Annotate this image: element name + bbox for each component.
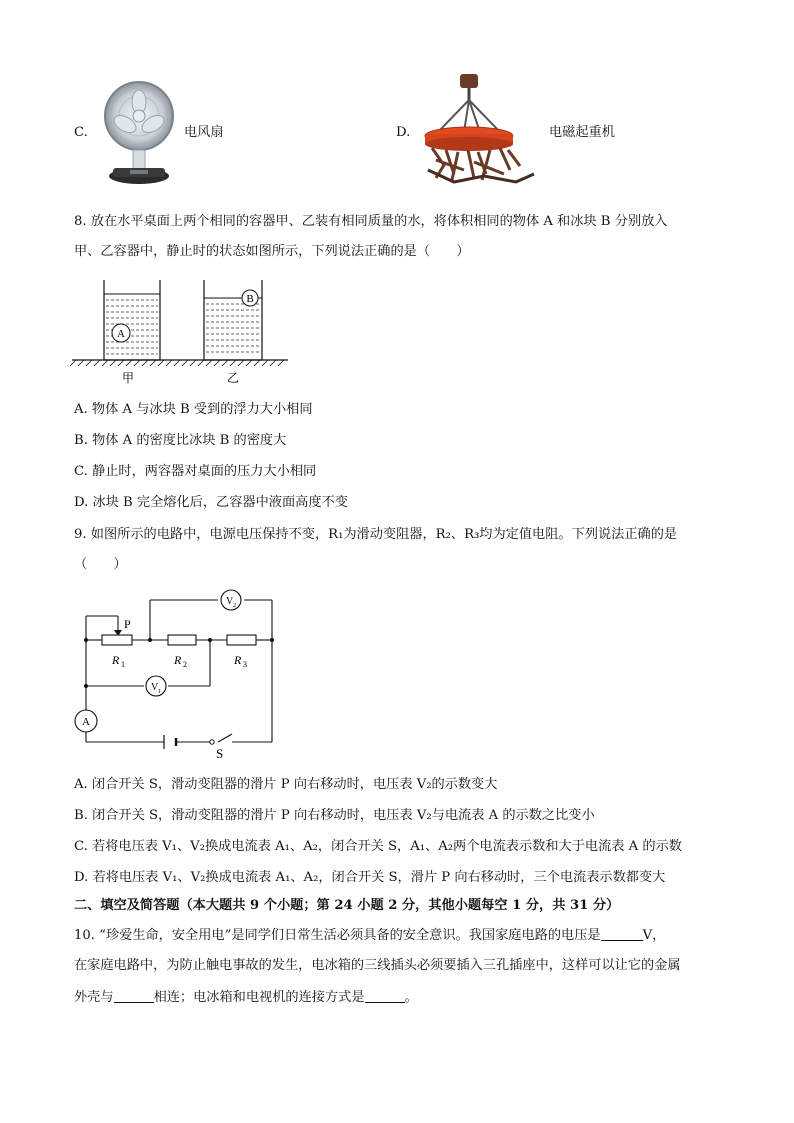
- label-v2: V: [226, 596, 234, 607]
- q9-option-a: A. 闭合开关 S，滑动变阻器的滑片 P 向右移动时，电压表 V₂的示数变大: [74, 777, 498, 792]
- electric-fan-image: [98, 80, 180, 188]
- label-v1-sub: 1: [158, 689, 161, 695]
- q10-line3-text-a: 外壳与: [74, 990, 114, 1005]
- label-r1-sub: 1: [121, 660, 125, 669]
- label-r3-sub: 3: [243, 660, 247, 669]
- q9-option-b: B. 闭合开关 S，滑动变阻器的滑片 P 向右移动时，电压表 V₂与电流表 A 的示数之比变小: [74, 808, 595, 823]
- blank-voltage[interactable]: [601, 926, 643, 941]
- q8-stem-line1: 8. 放在水平桌面上两个相同的容器甲、乙装有相同质量的水，将体积相同的物体 A 和冰块 B 分别放入: [74, 214, 668, 229]
- q9-circuit-figure: [72, 586, 282, 762]
- ball-a-label: A: [117, 328, 125, 340]
- container-yi: [204, 280, 262, 360]
- q8-stem-line2: 甲、乙容器中，静止时的状态如图所示，下列说法正确的是（ ）: [74, 244, 470, 259]
- q10-line1: [74, 926, 665, 945]
- resistor-r2: [168, 635, 196, 645]
- q9-option-d: D. 若将电压表 V₁、V₂换成电流表 A₁、A₂，闭合开关 S，滑片 P 向右移动时，三个电流表示数都变大: [74, 870, 666, 885]
- blank-connection[interactable]: [365, 988, 405, 1003]
- option-d-letter: D.: [396, 125, 411, 140]
- label-v2-sub: 2: [233, 603, 236, 609]
- resistor-r3: [227, 635, 256, 645]
- option-d-label: 电磁起重机: [549, 125, 615, 140]
- q8-option-c: C. 静止时，两容器对桌面的压力大小相同: [74, 464, 317, 479]
- blank-ground[interactable]: [114, 988, 154, 1003]
- label-r1: R: [112, 653, 120, 667]
- electromagnetic-crane-image: [424, 70, 546, 190]
- q8-option-a: A. 物体 A 与冰块 B 受到的浮力大小相同: [74, 402, 313, 417]
- q10-line2: 在家庭电路中，为防止触电事故的发生，电冰箱的三线插头必须要插入三孔插座中，这样可以让它的金属: [74, 958, 681, 973]
- label-yi: 乙: [226, 371, 240, 385]
- label-v1: V: [151, 682, 159, 693]
- q10-line1-text: 10. “珍爱生命，安全用电”是同学们日常生活必须具备的安全意识。我国家庭电路的电压是: [74, 928, 601, 943]
- label-r2: R: [174, 653, 182, 667]
- q10-line1-unit: V，: [642, 928, 666, 943]
- container-jia: [104, 280, 160, 360]
- q10-line3-text-b: 相连；电冰箱和电视机的连接方式是: [153, 990, 365, 1005]
- section-2-heading: 二、填空及简答题（本大题共 9 个小题；第 24 小题 2 分，其他小题每空 1 分，共 31 分）: [74, 898, 620, 913]
- ball-b-label: B: [246, 293, 254, 305]
- option-c-letter: C.: [74, 125, 88, 140]
- q9-stem-line1: 9. 如图所示的电路中，电源电压保持不变，R₁为滑动变阻器，R₂、R₃均为定值电阻。下列说法正确的是: [74, 527, 678, 542]
- q9-stem-line2: （ ）: [74, 557, 127, 572]
- q9-option-c: C. 若将电压表 V₁、V₂换成电流表 A₁、A₂，闭合开关 S，A₁、A₂两个电流表示数和大于电流表 A 的示数: [74, 839, 682, 854]
- q10-line3-text-c: 。: [404, 990, 418, 1005]
- q8-option-d: D. 冰块 B 完全熔化后，乙容器中液面高度不变: [74, 495, 348, 510]
- label-r3: R: [234, 653, 242, 667]
- label-r2-sub: 2: [183, 660, 187, 669]
- label-s: S: [216, 746, 224, 761]
- resistor-r1: [102, 635, 132, 645]
- switch-s: [210, 740, 214, 744]
- q8-containers-figure: [70, 276, 290, 388]
- label-a: A: [82, 716, 90, 728]
- label-p: P: [124, 617, 131, 631]
- label-jia: 甲: [121, 371, 135, 385]
- q10-line3: [74, 988, 418, 1007]
- q8-option-b: B. 物体 A 的密度比冰块 B 的密度大: [74, 433, 287, 448]
- option-c-label: 电风扇: [184, 125, 224, 140]
